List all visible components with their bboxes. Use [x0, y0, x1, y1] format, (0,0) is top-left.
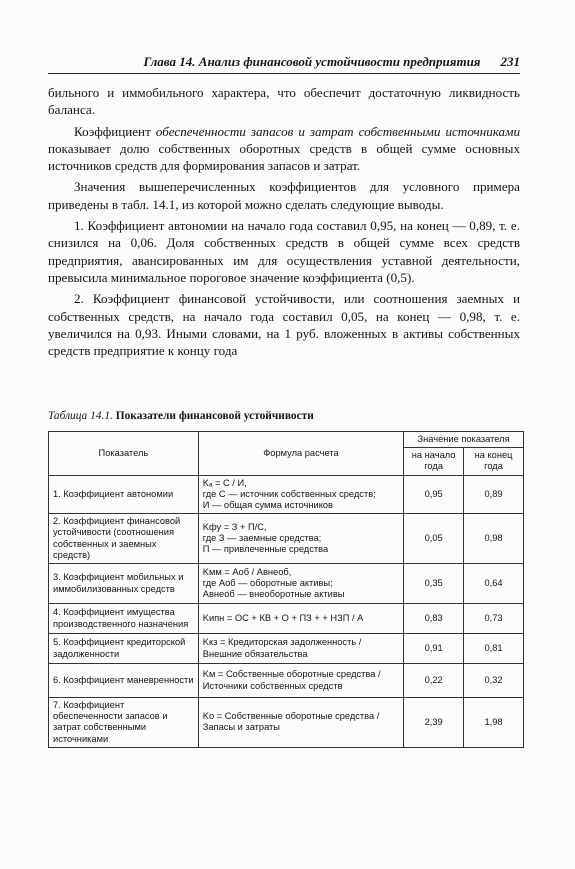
end-value-cell: 0,64 [464, 564, 524, 604]
header-value: Значение показателя [404, 432, 524, 448]
formula-line: Kипн = ОС + КВ + О + ПЗ + + НЗП / А [202, 612, 364, 623]
header-indicator: Показатель [49, 432, 199, 476]
indicator-cell: 4. Коэффициент имущества производственного назначения [49, 604, 199, 634]
end-value-cell: 0,81 [464, 634, 524, 664]
running-head [48, 54, 520, 74]
table-number: Таблица 14.1. [48, 410, 113, 422]
body-text [48, 84, 520, 363]
table-row [49, 634, 524, 664]
table-row [49, 514, 524, 564]
formula-line: П — привлеченные средства [202, 544, 329, 555]
end-value-cell: 0,89 [464, 475, 524, 514]
formula-cell [198, 564, 403, 604]
table-row [49, 664, 524, 698]
page-number: 231 [500, 54, 520, 69]
indicator-cell: 7. Коэффициент обеспеченности запасов и затрат собственными источниками [49, 698, 199, 748]
paragraph-2-term: обеспеченности запасов и затрат собственными источниками [155, 123, 521, 139]
table-row [49, 698, 524, 748]
formula-cell [198, 475, 403, 514]
formula-line: где Aоб — оборотные активы; [202, 577, 333, 588]
formula-line: Kмм = Aоб / Aвнеоб, [202, 566, 292, 577]
paragraph-2-lead: Коэффициент [74, 123, 156, 139]
paragraph-1: бильного и иммобильного характера, что обеспечит достаточную ликвидность баланса. [48, 85, 520, 118]
paragraph-5: 2. Коэффициент финансовой устойчивости, или соотношения заемных и собственных средств, на начало года составил 0,05, на конец — 0,98, т. е. увеличился на 0,93. Иными словами, на 1 руб. вложенных в активы собственных средств предприятие к концу года [48, 291, 520, 359]
table-caption [48, 410, 520, 422]
start-value-cell: 0,35 [404, 564, 464, 604]
start-value-cell: 0,83 [404, 604, 464, 634]
formula-cell [198, 604, 403, 634]
formula-cell [198, 698, 403, 748]
header-end: на конец года [464, 448, 524, 475]
end-value-cell: 0,73 [464, 604, 524, 634]
indicator-cell: 3. Коэффициент мобильных и иммобилизованных средств [49, 564, 199, 604]
table-row [49, 475, 524, 514]
paragraph-4: 1. Коэффициент автономии на начало года составил 0,95, на конец — 0,89, т. е. снизился на 0,06. Доля собственных средств в общей сумме всех средств предприятия, авансированных им для осуществления уставной деятельности, превысила минимальное пороговое значение коэффициента (0,5). [48, 218, 520, 285]
end-value-cell: 0,98 [464, 514, 524, 564]
header-formula: Формула расчета [198, 432, 403, 476]
start-value-cell: 0,22 [404, 664, 464, 698]
paragraph-2 [48, 123, 520, 175]
formula-line: Kкз = Кредиторская задолженность / Внешние обязательства [202, 637, 362, 659]
indicator-cell: 2. Коэффициент финансовой устойчивости (соотношения собственных и заемных средств) [49, 514, 199, 564]
end-value-cell: 0,32 [464, 664, 524, 698]
paragraph-2-rest: показывает долю собственных оборотных средств в общей сумме основных источников средств для формирования запасов и затрат. [48, 140, 520, 174]
formula-line: И — общая сумма источников [202, 500, 333, 511]
header-start: на начало года [404, 448, 464, 475]
formula-line: где З — заемные средства; [202, 533, 322, 544]
formula-line: Kм = Собственные оборотные средства / Источники собственных средств [202, 669, 381, 691]
chapter-title: Глава 14. Анализ финансовой устойчивости предприятия [143, 54, 481, 69]
table-row [49, 564, 524, 604]
indicator-cell: 5. Коэффициент кредиторской задолженности [49, 634, 199, 664]
formula-line: Kо = Собственные оборотные средства / Запасы и затраты [202, 711, 380, 733]
start-value-cell: 0,91 [404, 634, 464, 664]
formula-line: Kₐ = С / И, [202, 477, 247, 488]
table-row [49, 604, 524, 634]
start-value-cell: 2,39 [404, 698, 464, 748]
formula-line: Aвнеоб — внеоборотные активы [202, 589, 345, 600]
start-value-cell: 0,05 [404, 514, 464, 564]
indicator-cell: 6. Коэффициент маневренности [49, 664, 199, 698]
formula-line: Kфу = З + П/С, [202, 521, 267, 532]
indicator-cell: 1. Коэффициент автономии [49, 475, 199, 514]
formula-cell [198, 514, 403, 564]
formula-line: где С — источник собственных средств; [202, 488, 376, 499]
table-body [49, 475, 524, 747]
table-title: Показатели финансовой устойчивости [115, 410, 314, 422]
formula-cell [198, 664, 403, 698]
indicators-table [48, 431, 524, 748]
formula-cell [198, 634, 403, 664]
start-value-cell: 0,95 [404, 475, 464, 514]
end-value-cell: 1,98 [464, 698, 524, 748]
paragraph-3: Значения вышеперечисленных коэффициентов для условного примера приведены в табл. 14.1, из которой можно сделать следующие выводы. [48, 179, 520, 212]
